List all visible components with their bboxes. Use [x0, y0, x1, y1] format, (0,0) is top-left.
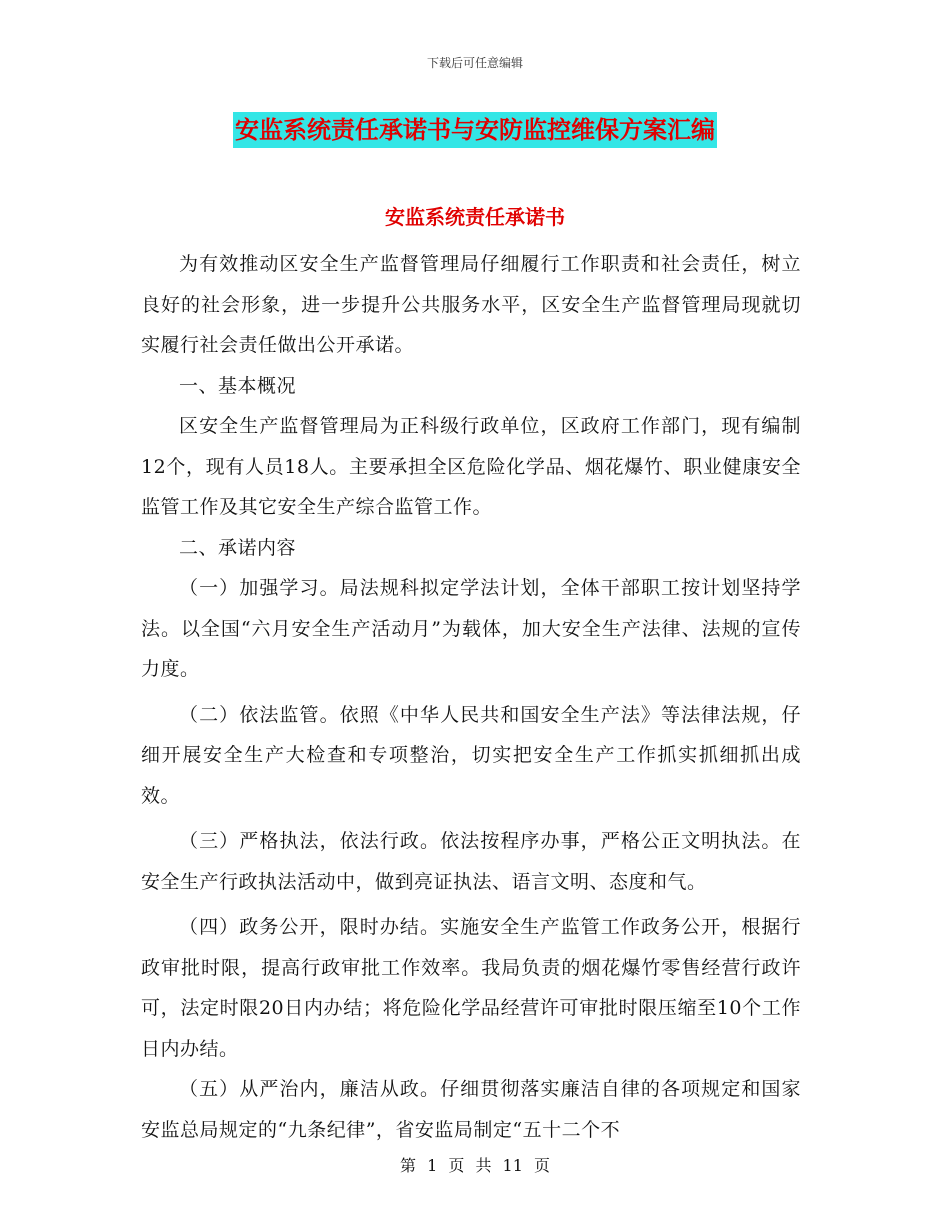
- header-note: 下载后可任意编辑: [426, 56, 523, 70]
- paragraph-overview: 区安全生产监督管理局为正科级行政单位，区政府工作部门，现有编制12个，现有人员18人。主要承担全区危险化学品、烟花爆竹、职业健康安全监管工作及其它安全生产综合监管工作。: [141, 415, 801, 518]
- paragraph-commitment-4: （四）政务公开，限时办结。实施安全生产监管工作政务公开，根据行政审批时限，提高行政审批工作效率。我局负责的烟花爆竹零售经营行政许可，法定时限20日内办结；将危险化学品经营许可审批时限压缩至10个工作日内办结。: [141, 916, 801, 1060]
- document-body: [141, 244, 801, 1150]
- heading-basic-overview: 一、基本概况: [179, 374, 297, 397]
- paragraph-commitment-5: （五）从严治内，廉洁从政。仔细贯彻落实廉洁自律的各项规定和国家安监总局规定的“九条纪律”，省安监局制定“五十二个不: [141, 1078, 801, 1141]
- paragraph-intro: 为有效推动区安全生产监督管理局仔细履行工作职责和社会责任，树立良好的社会形象，进一步提升公共服务水平，区安全生产监督管理局现就切实履行社会责任做出公开承诺。: [141, 253, 801, 356]
- paragraph-commitment-2: （二）依法监管。依照《中华人民共和国安全生产法》等法律法规，仔细开展安全生产大检查和专项整治，切实把安全生产工作抓实抓细抓出成效。: [141, 703, 801, 807]
- heading-commitments: 二、承诺内容: [179, 536, 297, 559]
- document-subtitle: 安监系统责任承诺书: [385, 205, 565, 229]
- document-title: 安监系统责任承诺书与安防监控维保方案汇编: [233, 112, 717, 148]
- page-number: 第 1 页 共 11 页: [400, 1156, 550, 1175]
- paragraph-commitment-3: （三）严格执法，依法行政。依法按程序办事，严格公正文明执法。在安全生产行政执法活动中，做到亮证执法、语言文明、态度和气。: [141, 830, 801, 893]
- paragraph-commitment-1: （一）加强学习。局法规科拟定学法计划，全体干部职工按计划坚持学法。以全国“六月安全生产活动月”为载体，加大安全生产法律、法规的宣传力度。: [141, 577, 801, 680]
